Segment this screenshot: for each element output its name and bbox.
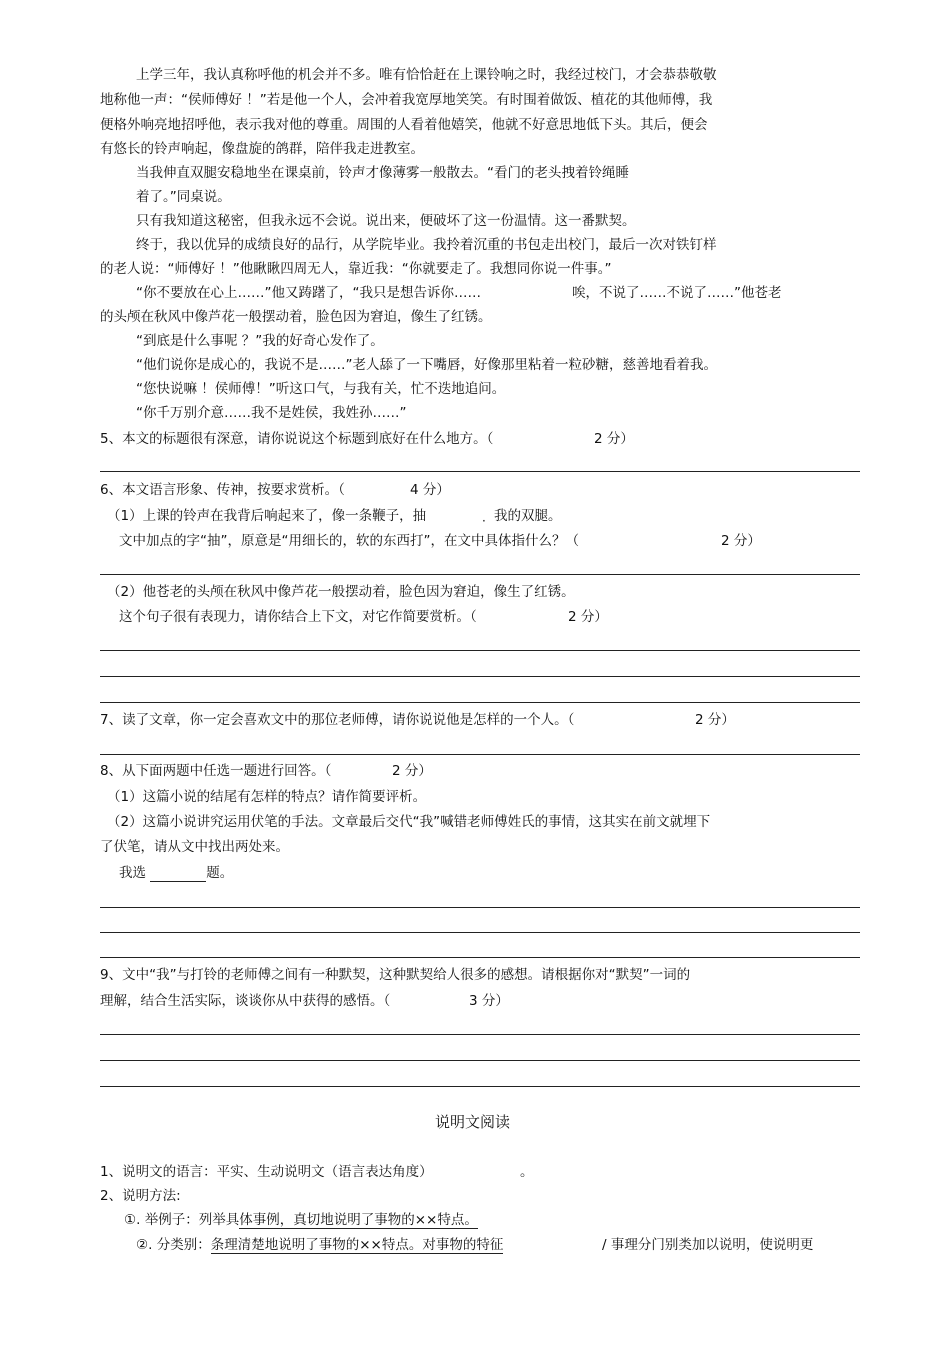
question-8-2: （2）这篇小说讲究运用伏笔的手法。文章最后交代“我”喊错老师傅姓氏的事情，这其实在前文就埋下 [107,814,711,830]
question-5: 5、本文的标题很有深意，请你说说这个标题到底好在什么地方。（ [100,431,494,447]
passage-line: 唉，不说了……不说了……”他苍老 [572,285,782,301]
question-6-1-score: 2 分） [721,533,761,549]
passage-line: “他们说你是成心的，我说不是……”老人舔了一下嘴唇，好像那里粘着一粒砂糖，慈善地看着我。 [136,357,717,373]
choice-label: 我选 [119,865,146,881]
method-2-number: ②. [136,1237,153,1253]
answer-line[interactable] [100,1060,860,1061]
answer-line[interactable] [100,471,860,472]
question-6: 6、本文语言形象、传神，按要求赏析。（ [100,482,345,498]
question-6-1: （1）上课的铃声在我背后响起来了，像一条鞭子，抽 [107,508,427,524]
passage-line: 上学三年，我认真称呼他的机会并不多。唯有恰恰赶在上课铃响之时，我经过校门，才会恭恭敬敬 [136,67,717,83]
method-1 [124,1211,478,1229]
method-1-text: 体事例，真切地说明了事物的××特点。 [239,1212,478,1228]
question-8: 8、从下面两题中任选一题进行回答。（ [100,763,332,779]
answer-line[interactable] [100,650,860,651]
question-9-score: 3 分） [469,993,509,1009]
passage-line: “你千万别介意……我不是姓侯，我姓孙……” [136,405,407,421]
question-8-1: （1）这篇小说的结尾有怎样的特点？请作简要评析。 [107,789,427,805]
question-6-2-score: 2 分） [568,609,608,625]
answer-line[interactable] [100,932,860,933]
answer-line[interactable] [100,907,860,908]
method-1-number: ①. [124,1212,141,1228]
passage-line: “到底是什么事呢 ？”我的好奇心发作了。 [136,333,384,349]
passage-line: 着了。”同桌说。 [136,189,231,205]
question-8-choice [119,864,233,882]
passage-line: 只有我知道这秘密，但我永远不会说。说出来，便破坏了这一份温情。这一番默契。 [136,213,636,229]
passage-line: 终于，我以优异的成绩良好的品行，从学院毕业。我拎着沉重的书包走出校门，最后一次对铁钉样 [136,237,717,253]
answer-line[interactable] [100,574,860,575]
expository-item-2: 2、说明方法: [100,1188,181,1204]
question-9-cont: 理解，结合生活实际，谈谈你从中获得的感悟。（ [100,993,391,1009]
answer-line[interactable] [100,957,860,958]
method-2-label: 分类别： [156,1237,211,1253]
answer-line[interactable] [100,702,860,703]
question-8-2-cont: 了伏笔，请从文中找出两处来。 [100,839,289,855]
passage-line: 地称他一声：“侯师傅好 ！”若是他一个人，会冲着我宽厚地笑笑。有时围着做饭、植花的其他师傅，我 [100,92,713,108]
expository-item-1: 1、说明文的语言：平实、生动说明文（语言表达角度） [100,1164,433,1180]
method-2-tail: / 事理分门别类加以说明，使说明更 [602,1237,814,1253]
question-6-2: （2）他苍老的头颅在秋风中像芦花一般摆动着，脸色因为窘迫，像生了红锈。 [107,584,575,600]
passage-line: 的老人说：“师傅好 ！”他瞅瞅四周无人，靠近我：“你就要走了。我想同你说一件事。” [100,261,612,277]
emphasis-dot: · [482,514,486,528]
method-1-label: 举例子：列举具 [144,1212,240,1228]
question-6-1-cont: 我的双腿。 [494,508,562,524]
question-5-score: 2 分） [594,431,634,447]
answer-line[interactable] [100,676,860,677]
question-8-score: 2 分） [392,763,432,779]
passage-line: 的头颅在秋风中像芦花一般摆动着，脸色因为窘迫，像生了红锈。 [100,309,492,325]
passage-line: “您快说嘛 ！侯师傅！”听这口气，与我有关，忙不迭地追问。 [136,381,506,397]
expository-item-1-end: 。 [520,1164,534,1180]
passage-line: “你不要放在心上……”他又踌躇了，“我只是想告诉你…… [136,285,481,301]
question-7: 7、读了文章，你一定会喜欢文中的那位老师傅，请你说说他是怎样的一个人。（ [100,712,575,728]
choice-suffix: 题。 [206,865,234,881]
passage-line: 便格外响亮地招呼他，表示我对他的尊重。周围的人看着他嬉笑，他就不好意思地低下头。其后，便会 [100,117,708,133]
answer-line[interactable] [100,754,860,755]
choice-blank[interactable] [150,867,206,882]
passage-line: 有悠长的铃声响起，像盘旋的鸽群，陪伴我走进教室。 [100,141,424,157]
question-6-1-prompt: 文中加点的字“抽”，原意是“用细长的，软的东西打”，在文中具体指什么？（ [119,533,579,549]
answer-line[interactable] [100,1034,860,1035]
question-6-score: 4 分） [410,482,450,498]
question-6-2-prompt: 这个句子很有表现力，请你结合上下文，对它作简要赏析。（ [119,609,477,625]
question-7-score: 2 分） [695,712,735,728]
method-2-text: 条理清楚地说明了事物的××特点。对事物的特征 [210,1237,504,1253]
answer-line[interactable] [100,1086,860,1087]
passage-line: 当我伸直双腿安稳地坐在课桌前，铃声才像薄雾一般散去。“看门的老头拽着铃绳睡 [136,165,629,181]
method-2 [136,1236,503,1254]
section-title: 说明文阅读 [435,1113,511,1131]
question-9: 9、文中“我”与打铃的老师傅之间有一种默契，这种默契给人很多的感想。请根据你对“默契”一词的 [100,967,691,983]
